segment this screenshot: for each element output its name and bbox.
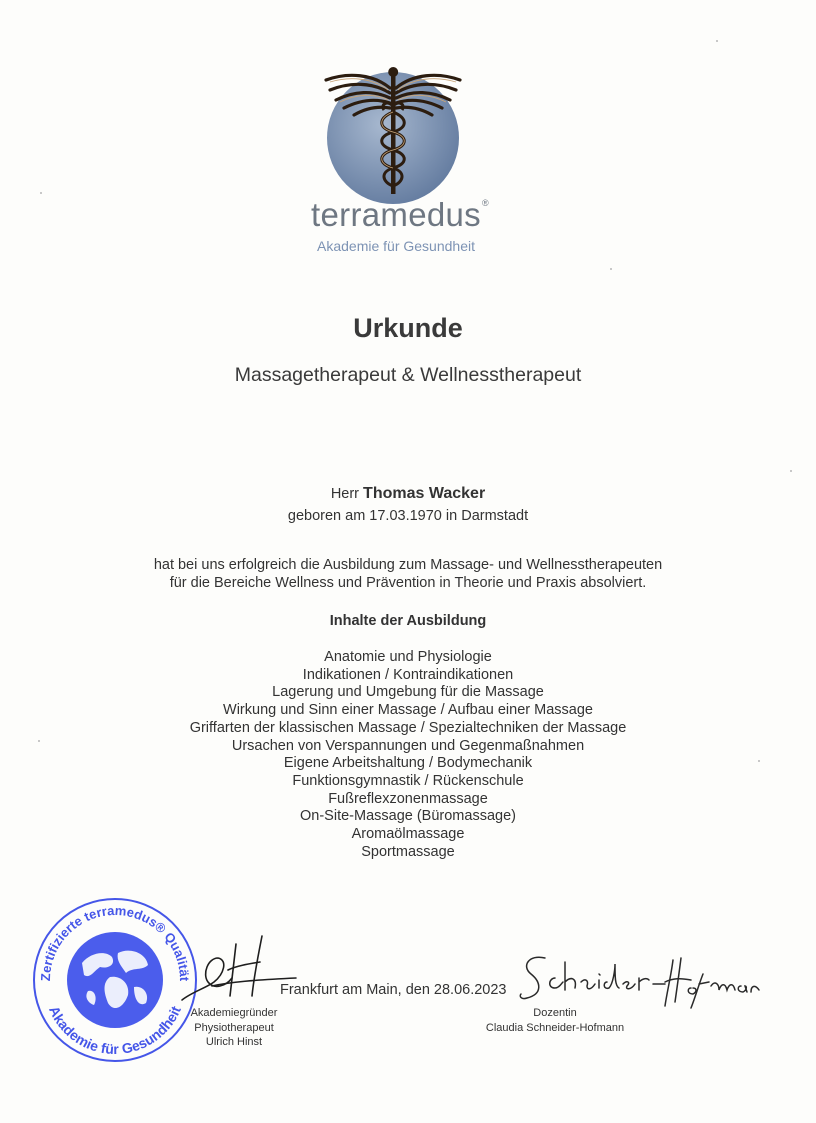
scan-speck	[758, 760, 760, 762]
terramedus-logo-emblem	[318, 60, 468, 210]
scan-speck	[40, 192, 42, 194]
certificate-subtitle: Massagetherapeut & Wellnesstherapeut	[234, 364, 582, 386]
list-item: Ursachen von Verspannungen und Gegenmaßnahmen	[231, 737, 585, 754]
list-item: Wirkung und Sinn einer Massage / Aufbau einer Massage	[223, 702, 593, 719]
list-item: Griffarten der klassischen Massage / Spezialtechniken der Massage	[189, 719, 627, 736]
list-item: On-Site-Massage (Büromassage)	[300, 808, 516, 825]
founder-name: Ulrich Hinst	[205, 1036, 263, 1048]
seal-text-bottom: Akademie für Gesundheit	[45, 1003, 184, 1058]
seal-text-top: Zertifizierte terramedus® Qualität	[37, 902, 193, 982]
contents-list	[0, 649, 816, 861]
completion-statement	[0, 556, 816, 592]
brand-name: terramedus	[311, 196, 481, 233]
founder-role: Akademiegründer	[190, 1007, 278, 1019]
founder-signature-block	[170, 1006, 298, 1050]
lecturer-signature-block	[460, 1006, 650, 1035]
certificate-title: Urkunde	[353, 313, 463, 343]
scan-speck	[610, 268, 612, 270]
place-and-date: Frankfurt am Main, den 28.06.2023	[280, 982, 507, 998]
list-item: Funktionsgymnastik / Rückenschule	[292, 772, 524, 789]
lecturer-role: Dozentin	[533, 1007, 577, 1019]
list-item: Aromaölmassage	[351, 826, 465, 843]
list-item: Lagerung und Umgebung für die Massage	[272, 684, 544, 701]
list-item: Anatomie und Physiologie	[324, 649, 492, 665]
recipient-line	[0, 485, 816, 503]
lecturer-signature	[515, 948, 760, 1010]
list-item: Sportmassage	[361, 843, 455, 860]
brand-tagline: Akademie für Gesundheit	[317, 238, 475, 254]
list-item: Eigene Arbeitshaltung / Bodymechanik	[283, 755, 533, 772]
list-item: Indikationen / Kontraindikationen	[302, 666, 514, 683]
scan-speck	[716, 40, 718, 42]
scan-speck	[38, 740, 40, 742]
scan-speck	[790, 470, 792, 472]
lecturer-name: Claudia Schneider-Hofmann	[485, 1021, 625, 1034]
contents-heading: Inhalte der Ausbildung	[329, 613, 487, 629]
founder-signature	[178, 930, 298, 1010]
founder-profession: Physiotherapeut	[194, 1021, 274, 1034]
recipient-name: Thomas Wacker	[363, 485, 486, 502]
recipient-salutation: Herr	[330, 486, 360, 502]
list-item: Fußreflexzonenmassage	[328, 790, 488, 807]
statement-line: für die Bereiche Wellness und Prävention in Theorie und Praxis absolviert.	[169, 575, 647, 591]
recipient-birth-info: geboren am 17.03.1970 in Darmstadt	[287, 508, 529, 524]
statement-line: hat bei uns erfolgreich die Ausbildung zum Massage- und Wellnesstherapeuten	[153, 557, 663, 573]
registered-mark: ®	[482, 198, 489, 208]
